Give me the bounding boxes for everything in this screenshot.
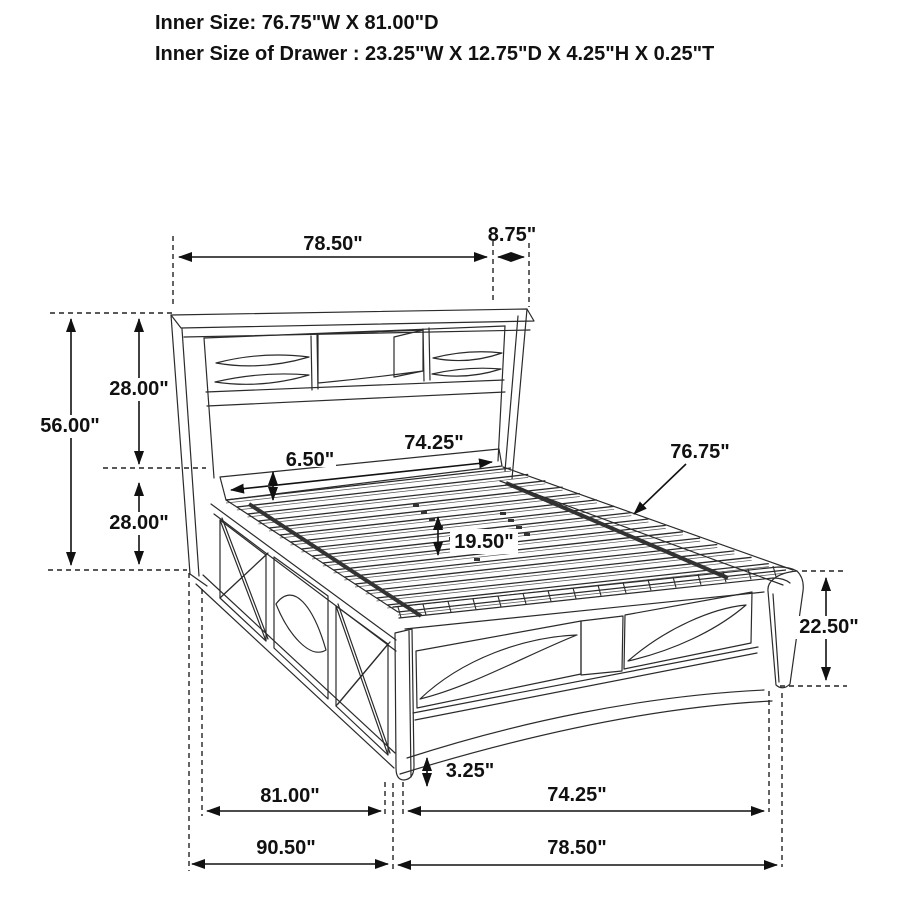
dim-footboard-inner-width-label: 74.25": [547, 784, 607, 806]
dim-footboard-height-label: 22.50": [799, 616, 859, 638]
slat-width-leader: [634, 464, 686, 514]
footboard-drawer-left: [416, 621, 581, 708]
dim-bookcase-section-height-label: 28.00": [109, 378, 169, 400]
dim-side-rail-height-label: 6.50": [285, 449, 335, 471]
dim-headboard-inner-width-label: 74.25": [404, 432, 464, 454]
dim-overall-width-label: 78.50": [547, 837, 607, 859]
dim-lower-section-height-label: 28.00": [109, 512, 169, 534]
dim-headboard-height-label: 56.00": [40, 415, 100, 437]
dim-slat-section-width-label: 19.50": [454, 531, 514, 553]
inner-size-line: Inner Size: 76.75"W X 81.00"D: [155, 12, 439, 34]
dimension-labels: [36, 224, 864, 859]
side-drawer: [274, 557, 328, 699]
dim-slat-width-label: 76.75": [670, 441, 730, 463]
drawer-size-line: Inner Size of Drawer : 23.25"W X 12.75"D X 4.25"H X 0.25"T: [155, 43, 715, 65]
side-rail-with-drawer: [196, 504, 396, 768]
dim-headboard-top-depth-label: 8.75": [487, 224, 537, 246]
right-side-rail: [500, 467, 793, 585]
dim-inner-depth-label: 81.00": [260, 785, 320, 807]
dim-foot-height-label: 3.25": [445, 760, 495, 782]
dim-headboard-width-label: 78.50": [303, 233, 363, 255]
dim-overall-depth-label: 90.50": [256, 837, 316, 859]
